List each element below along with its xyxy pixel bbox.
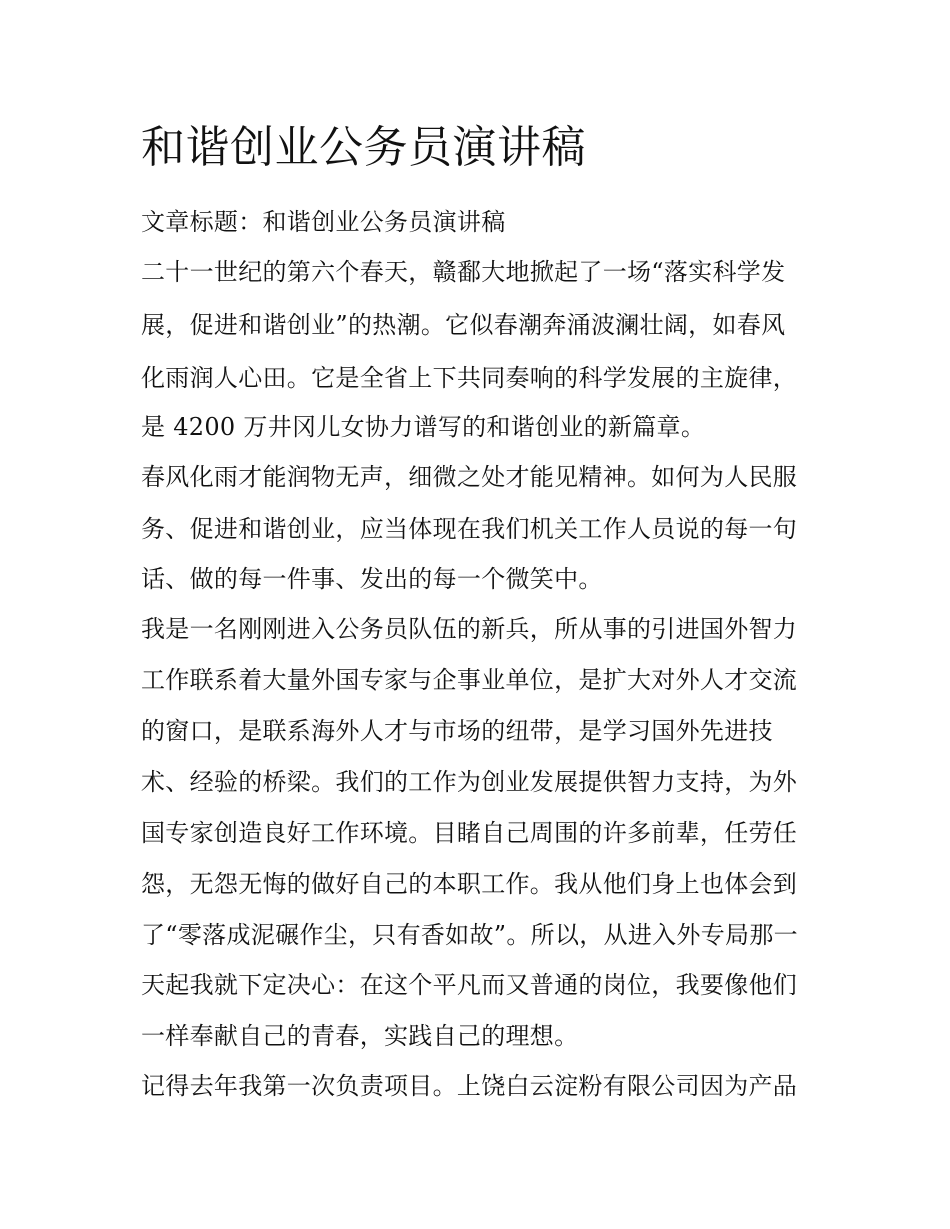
text-line: 工作联系着大量外国专家与企事业单位，是扩大对外人才交流 (141, 666, 798, 694)
text-line: 春风化雨才能润物无声，细微之处才能见精神。如何为人民服 (141, 463, 798, 491)
text-line: 话、做的每一件事、发出的每一个微笑中。 (141, 565, 603, 593)
text-line: 术、经验的桥梁。我们的工作为创业发展提供智力支持，为外 (141, 768, 798, 796)
text-line: 怨，无怨无悔的做好自己的本职工作。我从他们身上也体会到 (141, 870, 798, 898)
text-line: 二十一世纪的第六个春天，赣鄱大地掀起了一场“落实科学发 (141, 258, 786, 286)
article-title-line: 文章标题：和谐创业公务员演讲稿 (141, 208, 506, 236)
text-line: 国专家创造良好工作环境。目睹自己周围的许多前辈，任劳任 (141, 819, 798, 847)
text-line: 了“零落成泥碾作尘，只有香如故”。所以，从进入外专局那一 (141, 921, 798, 949)
text-line: 务、促进和谐创业，应当体现在我们机关工作人员说的每一句 (141, 515, 798, 543)
text-line: 展，促进和谐创业”的热潮。它似春潮奔涌波澜壮阔，如春风 (141, 311, 786, 339)
text-line: 化雨润人心田。它是全省上下共同奏响的科学发展的主旋律， (141, 364, 798, 392)
document-title: 和谐创业公务员演讲稿 (141, 122, 586, 173)
text-line: 是 4200 万井冈儿女协力谱写的和谐创业的新篇章。 (141, 413, 706, 441)
text-line: 天起我就下定决心：在这个平凡而又普通的岗位，我要像他们 (141, 971, 798, 999)
text-line: 一样奉献自己的青春，实践自己的理想。 (141, 1022, 579, 1050)
text-line: 记得去年我第一次负责项目。上饶白云淀粉有限公司因为产品 (141, 1072, 798, 1100)
text-line: 我是一名刚刚进入公务员队伍的新兵，所从事的引进国外智力 (141, 615, 798, 643)
text-line: 的窗口，是联系海外人才与市场的纽带，是学习国外先进技 (141, 717, 773, 745)
